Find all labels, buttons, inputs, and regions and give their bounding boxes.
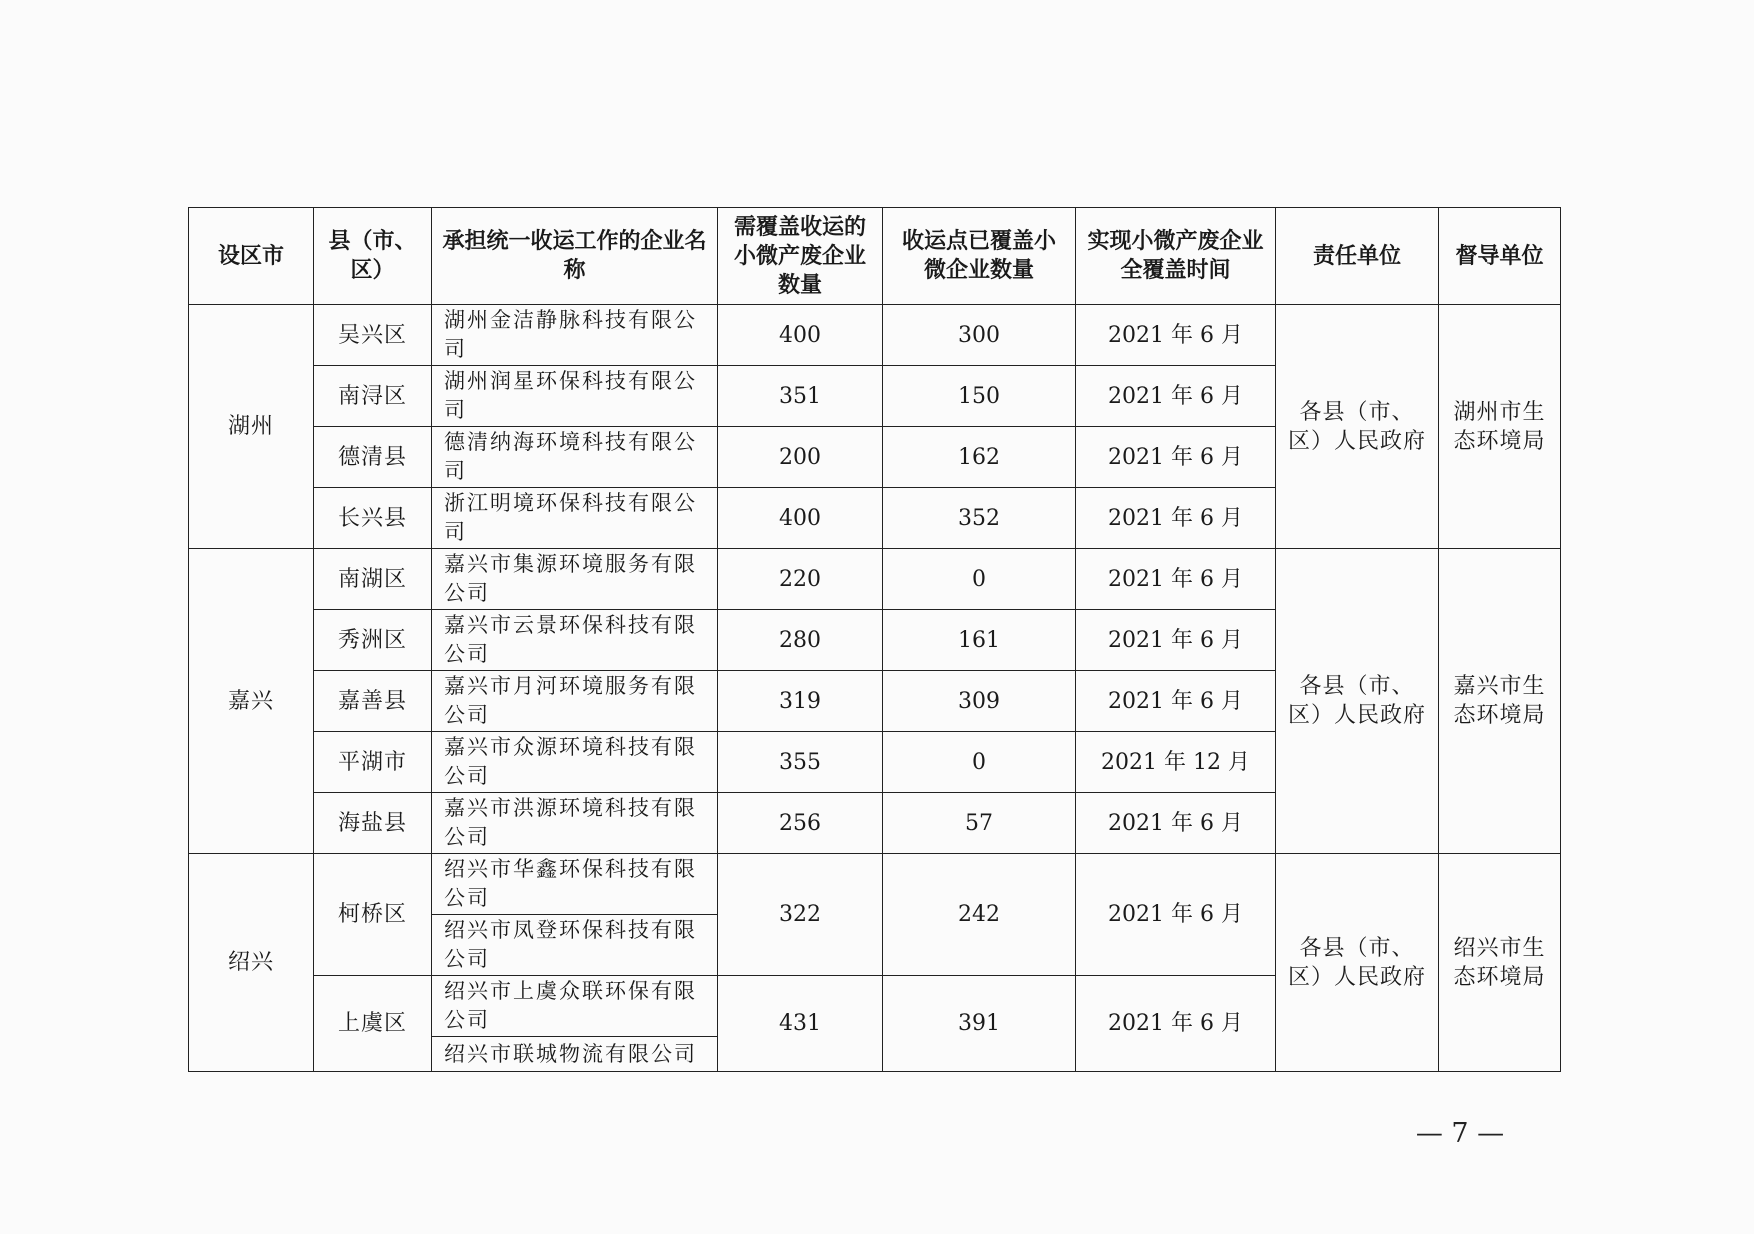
header-county: 县（市、区） <box>314 208 432 305</box>
covered-count-cell: 161 <box>883 610 1076 671</box>
table-row <box>189 549 1561 610</box>
need-count-cell: 256 <box>718 793 883 854</box>
need-count-cell: 431 <box>718 976 883 1072</box>
need-count-cell: 200 <box>718 427 883 488</box>
responsible-unit-cell: 各县（市、区）人民政府 <box>1276 305 1439 549</box>
coverage-time-cell: 2021 年 12 月 <box>1076 732 1276 793</box>
page-number: — 7 — <box>1415 1118 1505 1149</box>
coverage-time-cell: 2021 年 6 月 <box>1076 305 1276 366</box>
coverage-time-cell: 2021 年 6 月 <box>1076 427 1276 488</box>
responsible-unit-cell: 各县（市、区）人民政府 <box>1276 549 1439 854</box>
coverage-time-cell: 2021 年 6 月 <box>1076 488 1276 549</box>
need-count-cell: 400 <box>718 305 883 366</box>
need-count-cell: 220 <box>718 549 883 610</box>
header-full-coverage-time: 实现小微产废企业全覆盖时间 <box>1076 208 1276 305</box>
covered-count-cell: 150 <box>883 366 1076 427</box>
covered-count-cell: 352 <box>883 488 1076 549</box>
company-cell: 嘉兴市众源环境科技有限公司 <box>432 732 718 793</box>
supervisor-unit-cell: 绍兴市生态环境局 <box>1439 854 1561 1072</box>
coverage-time-cell: 2021 年 6 月 <box>1076 793 1276 854</box>
covered-count-cell: 0 <box>883 549 1076 610</box>
header-company: 承担统一收运工作的企业名称 <box>432 208 718 305</box>
supervisor-unit-cell: 湖州市生态环境局 <box>1439 305 1561 549</box>
coverage-table <box>188 207 1561 1072</box>
responsible-unit-cell: 各县（市、区）人民政府 <box>1276 854 1439 1072</box>
company-cell: 嘉兴市集源环境服务有限公司 <box>432 549 718 610</box>
table-row <box>189 305 1561 366</box>
company-cell: 嘉兴市云景环保科技有限公司 <box>432 610 718 671</box>
covered-count-cell: 242 <box>883 854 1076 976</box>
header-covered-count: 收运点已覆盖小微企业数量 <box>883 208 1076 305</box>
county-cell: 长兴县 <box>314 488 432 549</box>
need-count-cell: 355 <box>718 732 883 793</box>
county-cell: 上虞区 <box>314 976 432 1072</box>
supervisor-unit-cell: 嘉兴市生态环境局 <box>1439 549 1561 854</box>
county-cell: 南湖区 <box>314 549 432 610</box>
company-cell: 浙江明境环保科技有限公司 <box>432 488 718 549</box>
header-supervisor-unit: 督导单位 <box>1439 208 1561 305</box>
header-city: 设区市 <box>189 208 314 305</box>
county-cell: 海盐县 <box>314 793 432 854</box>
table-row <box>189 854 1561 915</box>
county-cell: 南浔区 <box>314 366 432 427</box>
company-cell: 绍兴市华鑫环保科技有限公司 <box>432 854 718 915</box>
company-cell: 湖州润星环保科技有限公司 <box>432 366 718 427</box>
coverage-time-cell: 2021 年 6 月 <box>1076 854 1276 976</box>
city-cell: 绍兴 <box>189 854 314 1072</box>
coverage-time-cell: 2021 年 6 月 <box>1076 610 1276 671</box>
company-cell: 湖州金洁静脉科技有限公司 <box>432 305 718 366</box>
coverage-time-cell: 2021 年 6 月 <box>1076 671 1276 732</box>
county-cell: 柯桥区 <box>314 854 432 976</box>
header-need-count: 需覆盖收运的小微产废企业数量 <box>718 208 883 305</box>
covered-count-cell: 300 <box>883 305 1076 366</box>
county-cell: 嘉善县 <box>314 671 432 732</box>
covered-count-cell: 391 <box>883 976 1076 1072</box>
county-cell: 吴兴区 <box>314 305 432 366</box>
need-count-cell: 400 <box>718 488 883 549</box>
county-cell: 秀洲区 <box>314 610 432 671</box>
table-header-row <box>189 208 1561 305</box>
company-cell: 嘉兴市月河环境服务有限公司 <box>432 671 718 732</box>
need-count-cell: 280 <box>718 610 883 671</box>
covered-count-cell: 0 <box>883 732 1076 793</box>
covered-count-cell: 162 <box>883 427 1076 488</box>
company-cell: 嘉兴市洪源环境科技有限公司 <box>432 793 718 854</box>
coverage-time-cell: 2021 年 6 月 <box>1076 976 1276 1072</box>
city-cell: 嘉兴 <box>189 549 314 854</box>
coverage-time-cell: 2021 年 6 月 <box>1076 366 1276 427</box>
header-responsible-unit: 责任单位 <box>1276 208 1439 305</box>
county-cell: 德清县 <box>314 427 432 488</box>
need-count-cell: 351 <box>718 366 883 427</box>
city-cell: 湖州 <box>189 305 314 549</box>
need-count-cell: 319 <box>718 671 883 732</box>
company-cell: 绍兴市凤登环保科技有限公司 <box>432 915 718 976</box>
company-cell: 德清纳海环境科技有限公司 <box>432 427 718 488</box>
company-cell: 绍兴市联城物流有限公司 <box>432 1037 718 1072</box>
coverage-time-cell: 2021 年 6 月 <box>1076 549 1276 610</box>
company-cell: 绍兴市上虞众联环保有限公司 <box>432 976 718 1037</box>
covered-count-cell: 57 <box>883 793 1076 854</box>
need-count-cell: 322 <box>718 854 883 976</box>
covered-count-cell: 309 <box>883 671 1076 732</box>
county-cell: 平湖市 <box>314 732 432 793</box>
